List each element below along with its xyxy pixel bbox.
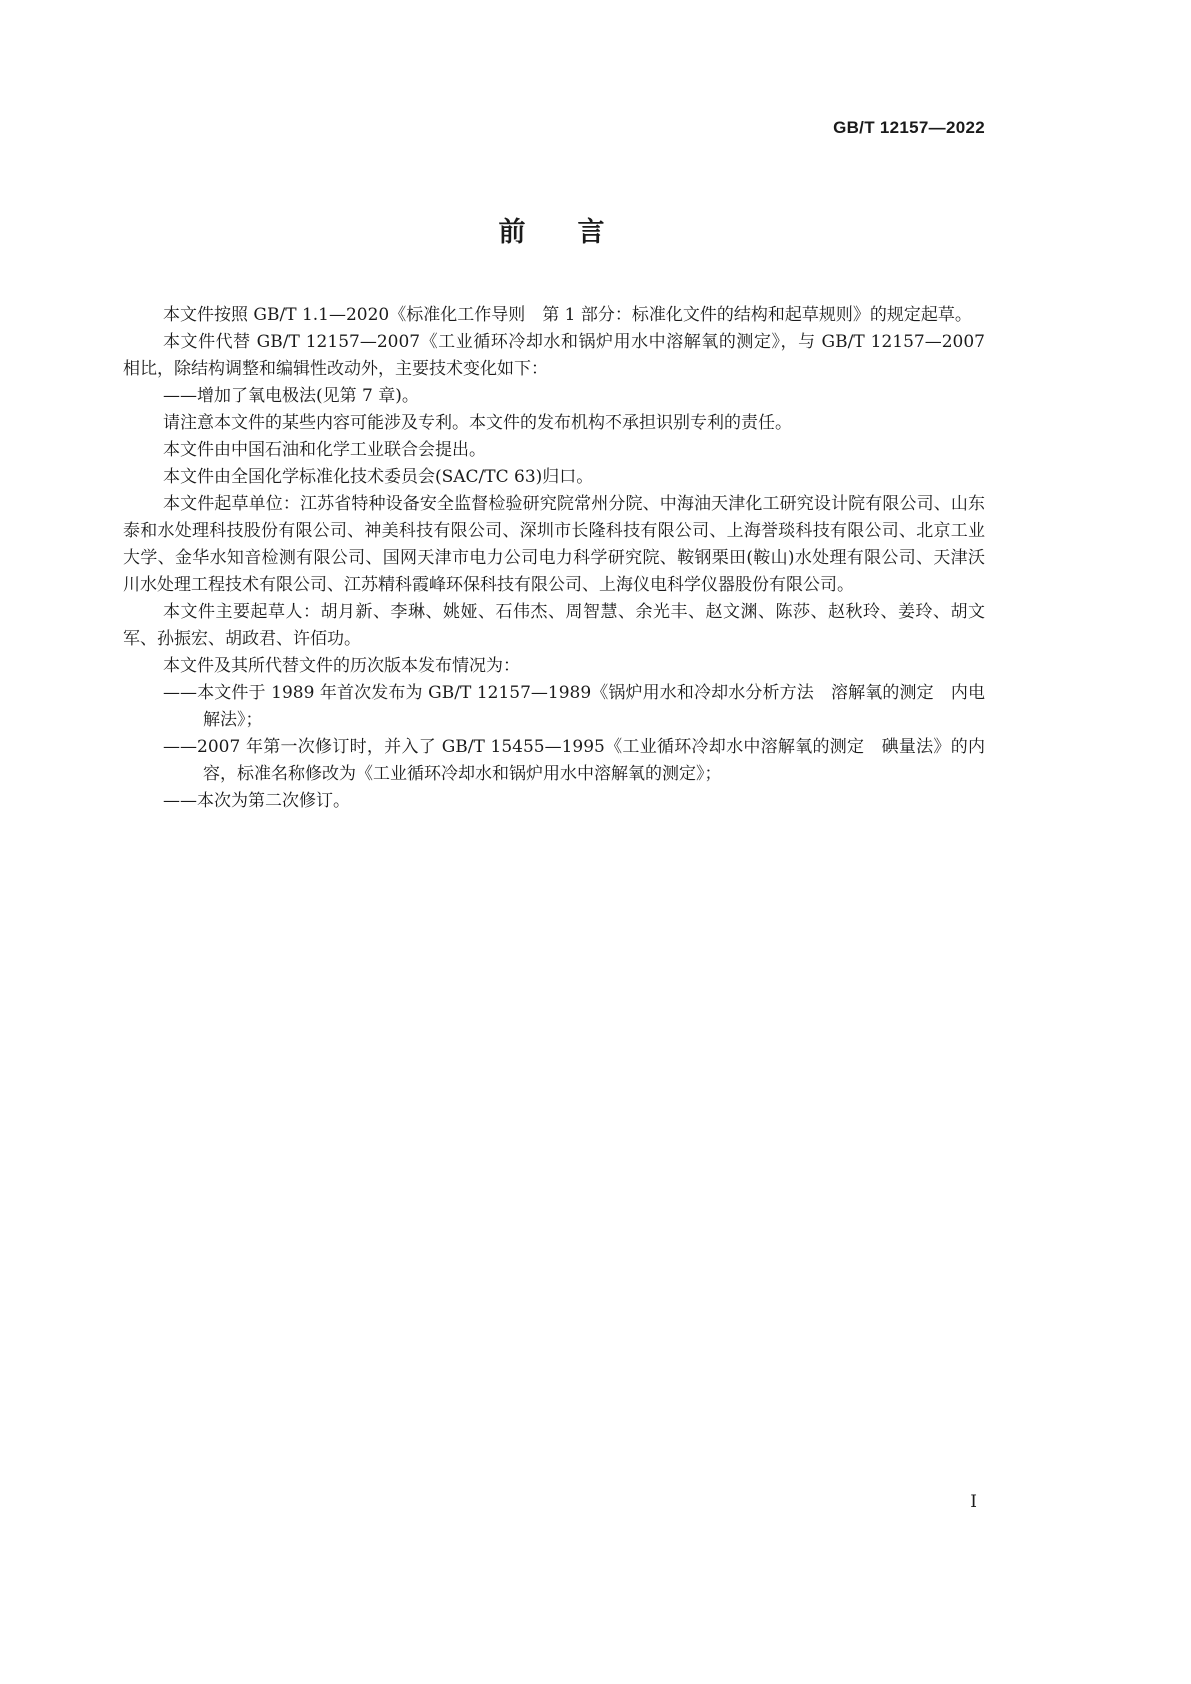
history-item: ——本次为第二次修订。 <box>163 791 350 811</box>
paragraph-history-intro: 本文件及其所代替文件的历次版本发布情况为： <box>163 656 520 676</box>
standard-number: GB/T 12157—2022 <box>833 118 985 137</box>
paragraph-drafters: 本文件主要起草人：胡月新、李琳、姚娅、石伟杰、周智慧、余光丰、赵文渊、陈莎、赵秋玲、姜玲、胡文军、孙振宏、胡政君、许佰功。 <box>123 602 985 649</box>
page-title: 前言 <box>498 217 657 248</box>
paragraph-patent-notice: 请注意本文件的某些内容可能涉及专利。本文件的发布机构不承担识别专利的责任。 <box>163 413 792 433</box>
history-item: ——2007 年第一次修订时，并入了 GB/T 15455—1995《工业循环冷却水中溶解氧的测定 碘量法》的内容，标准名称修改为《工业循环冷却水和锅炉用水中溶解氧的测定》； <box>163 737 985 784</box>
paragraph-drafting-rules: 本文件按照 GB/T 1.1—2020《标准化工作导则 第 1 部分：标准化文件的结构和起草规则》的规定起草。 <box>163 305 972 325</box>
paragraph-under-jurisdiction: 本文件由全国化学标准化技术委员会(SAC/TC 63)归口。 <box>163 467 594 487</box>
history-item: ——本文件于 1989 年首次发布为 GB/T 12157—1989《锅炉用水和冷却水分析方法 溶解氧的测定 内电解法》； <box>163 683 985 730</box>
page-number: I <box>970 1492 977 1512</box>
paragraph-replaces: 本文件代替 GB/T 12157—2007《工业循环冷却水和锅炉用水中溶解氧的测定》，与 GB/T 12157—2007 相比，除结构调整和编辑性改动外，主要技术变化如下： <box>123 332 985 379</box>
paragraph-proposed-by: 本文件由中国石油和化学工业联合会提出。 <box>163 440 486 460</box>
paragraph-change-item: ——增加了氧电极法(见第 7 章)。 <box>163 386 419 406</box>
paragraph-drafting-units: 本文件起草单位：江苏省特种设备安全监督检验研究院常州分院、中海油天津化工研究设计院有限公司、山东泰和水处理科技股份有限公司、神美科技有限公司、深圳市长隆科技有限公司、上海誉琰科技有限公司、北京工业大学、金华水知音检测有限公司、国网天津市电力公司电力科学研究院、鞍钢栗田(鞍山)水处理有限公司、天津沃川水处理工程技术有限公司、江苏精科霞峰环保科技有限公司、上海仪电科学仪器股份有限公司。 <box>123 494 985 595</box>
foreword-body <box>123 302 985 815</box>
